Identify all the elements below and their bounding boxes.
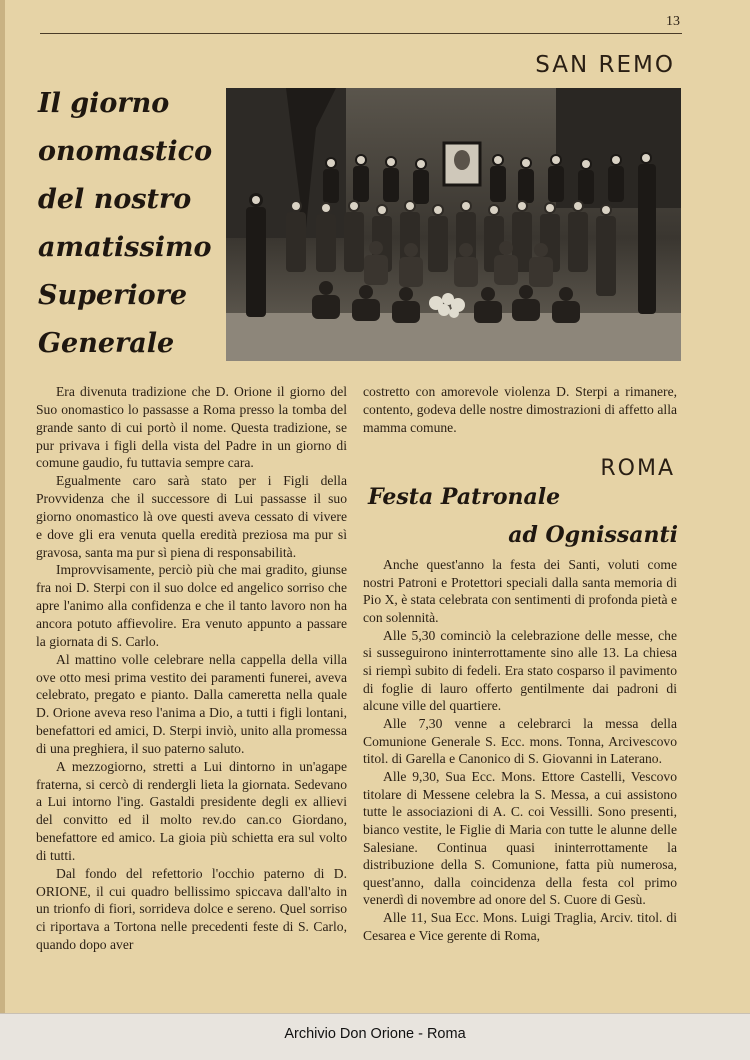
right-column: [363, 556, 677, 944]
archive-credit: Archivio Don Orione - Roma: [284, 1026, 466, 1042]
paragraph: Dal fondo del refettorio l'occhio paterno di D. ORIONE, il cui quadro bellissimo spiccava dall'alto in un trionfo di fiori, sorrideva dolce e sereno. Quel sorriso ci riportava a Tortona nelle precedenti feste di S. Carlo, quando dopo aver: [36, 865, 347, 953]
paragraph: Alle 11, Sua Ecc. Mons. Luigi Traglia, Arciv. titol. di Cesarea e Vice gerente di Roma,: [363, 910, 677, 943]
right-column-continuation: [363, 383, 677, 437]
headline: [38, 80, 228, 368]
page-number: 13: [666, 14, 680, 29]
title-line: ad Ognissanti: [508, 522, 678, 548]
paragraph: Alle 5,30 cominciò la celebrazione delle messe, che si susseguirono ininterrottamente sino alle 13. La chiesa si riempì subito di fedeli. Era stato cosparso il pavimento di foglie di lauro offerto gentilmente dai padroni di alcune ville del quartiere.: [363, 627, 677, 714]
paragraph: Era divenuta tradizione che D. Orione il giorno del Suo onomastico lo passasse a Roma presso la tomba del grande santo di cui portò il nome. Questa tradizione, se pur privava i figli della vista del Padre in un giorno di comune gaudio, fu tuttavia sempre cara.: [36, 384, 347, 471]
paragraph: Egualmente caro sarà stato per i Figli della Provvidenza che il successore di Lui passasse il suo giorno onomastico là ove questi aveva cessato di vivere e dove gli era venuta quella eredità preziosa ma pur sì gravosa, santa ma pur sì piena di responsabilità.: [36, 473, 347, 560]
group-photo: [226, 88, 681, 361]
headline-line: amatissimo: [38, 232, 212, 263]
paragraph: A mezzogiorno, stretti a Lui dintorno in un'agape fraterna, si cercò di rendergli lieta la giornata. Sedevano a Lui intorno l'ing. Gastaldi presidente degli ex allievi del convitto ed il molto rev.do can.co Giordano, benefattore ed amico. La gioia più schietta era sul volto di tutti.: [36, 758, 347, 863]
second-section-header: ROMA: [600, 456, 675, 481]
headline-line: del nostro: [38, 184, 192, 215]
archive-footer: [0, 1013, 750, 1060]
paragraph: Anche quest'anno la festa dei Santi, voluti come nostri Patroni e Protettori speciali dalla santa memoria di Pio X, è stata celebrata con sentimenti di profonda pietà e con solennità.: [363, 557, 677, 625]
top-rule: [40, 33, 682, 34]
paragraph: Alle 7,30 venne a celebrarci la messa della Comunione Generale S. Ecc. mons. Tonna, Arcivescovo titol. di Garella e Canonico di S. Giovanni in Laterano.: [363, 715, 677, 767]
left-column: [36, 383, 347, 954]
second-article-title: [368, 478, 678, 554]
paragraph: costretto con amorevole violenza D. Sterpi a rimanere, contento, godeva delle nostre dimostrazioni di affetto alla mamma comune.: [363, 384, 677, 435]
section-header: SAN REMO: [535, 52, 675, 78]
headline-line: Generale: [38, 328, 175, 359]
paragraph: Al mattino volle celebrare nella cappella della villa ove otto mesi prima vestito dei paramenti funerei, aveva celebrato, pregato e pianto. Dalla cameretta nella quale D. Orione aveva reso l'anima a Dio, a tutti i figli lontani, benefattori ed amici, D. Sterpi inviò, unito alla promessa di una preghiera, il suo paterno saluto.: [36, 651, 347, 756]
page-edge: [0, 0, 5, 1060]
headline-line: Superiore: [38, 280, 188, 311]
title-line: Festa Patronale: [368, 484, 561, 510]
paragraph: Alle 9,30, Sua Ecc. Mons. Ettore Castelli, Vescovo titolare di Messene celebra la S. Messa, a cui assistono tutte le associazioni di A. C. coi Vessilli. Sono presenti, bianco vestite, le Figlie di Maria con tutte le alunne delle Salesiane. Continua quasi ininterrottamente la distribuzione della S. Comunione, fatta più numerosa, quest'anno, dalla coincidenza della festa col primo venerdì di novembre ad onore del S. Cuore di Gesù.: [363, 768, 677, 908]
headline-line: onomastico: [38, 136, 213, 167]
headline-line: Il giorno: [38, 88, 170, 119]
paragraph: Improvvisamente, perciò più che mai gradito, giunse fra noi D. Sterpi con il suo dolce ed angelico sorriso che apre l'animo alla confidenza e che il tanto lavoro non ha ancora potuto affievolire. Era venuto appunto a passare la giornata di S. Carlo.: [36, 562, 347, 649]
